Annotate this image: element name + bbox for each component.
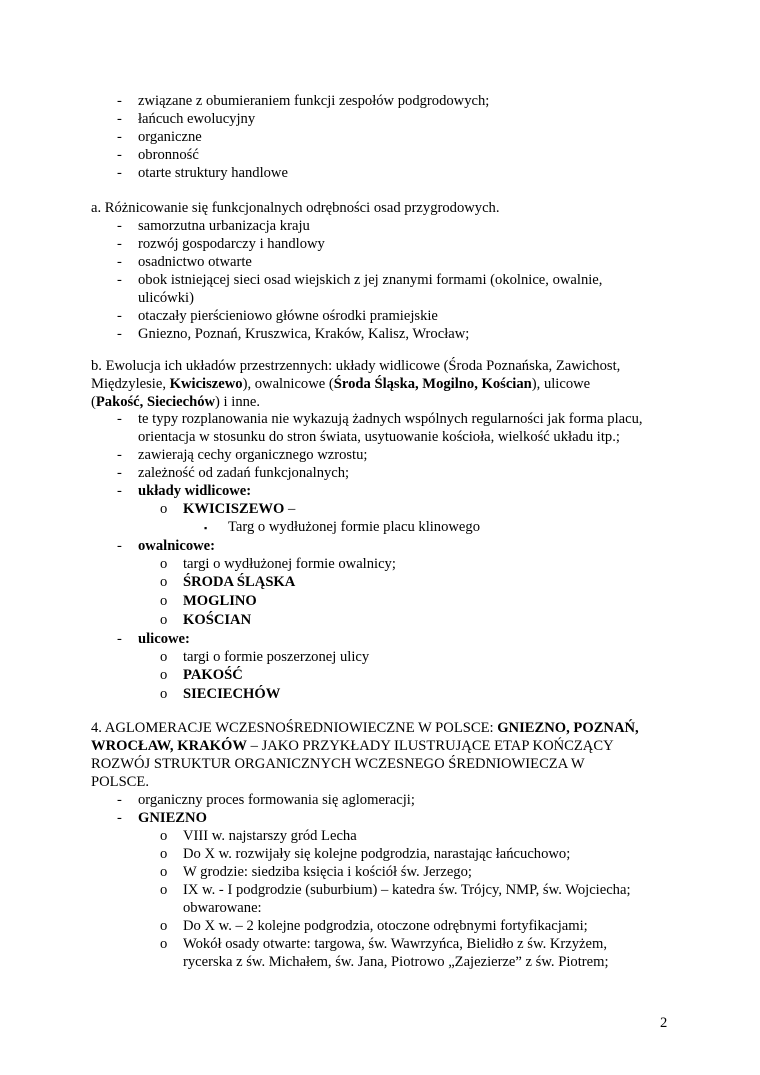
list-item-owalnicowe: owalnicowe: — [138, 538, 216, 554]
list-item: osadnictwo otwarte — [138, 254, 252, 270]
list-circle: o — [160, 556, 168, 572]
section-b-paragraph-line: Międzylesie, Kwiciszewo), owalnicowe (Środa Śląska, Mogilno, Kościan), ulicowe — [91, 376, 591, 392]
section-b-paragraph-line: (Pakość, Sieciechów) i inne. — [91, 394, 261, 410]
list-item: Do X w. – 2 kolejne podgrodzia, otoczone odrębnymi fortyfikacjami; — [183, 918, 588, 934]
page-number: 2 — [660, 1015, 668, 1031]
list-dash: - — [117, 165, 122, 181]
list-circle: o — [160, 846, 168, 862]
list-square: ▪ — [204, 523, 208, 533]
list-dash: - — [117, 147, 122, 163]
list-circle: o — [160, 828, 168, 844]
list-dash: - — [117, 218, 122, 234]
list-dash: - — [117, 93, 122, 109]
list-item-continuation: obwarowane: — [183, 900, 262, 916]
list-dash: - — [117, 254, 122, 270]
list-item: związane z obumieraniem funkcji zespołów podgrodowych; — [138, 93, 490, 109]
list-item-gniezno: GNIEZNO — [138, 810, 207, 826]
list-circle: o — [160, 612, 168, 628]
list-item: Targ o wydłużonej formie placu klinowego — [228, 519, 481, 535]
list-item-continuation: ulicówki) — [138, 290, 194, 306]
list-item: Gniezno, Poznań, Kruszwica, Kraków, Kalisz, Wrocław; — [138, 326, 470, 342]
list-item-ulicowe: ulicowe: — [138, 631, 190, 647]
list-circle: o — [160, 593, 168, 609]
list-item: VIII w. najstarszy gród Lecha — [183, 828, 357, 844]
section-4-heading-line: POLSCE. — [91, 774, 149, 790]
section-4-heading-line: WROCŁAW, KRAKÓW – JAKO PRZYKŁADY ILUSTRUJĄCE ETAP KOŃCZĄCY — [91, 738, 614, 754]
list-item: obronność — [138, 147, 199, 163]
section-a-heading: a. Różnicowanie się funkcjonalnych odrębności osad przygrodowych. — [91, 200, 500, 216]
list-circle: o — [160, 864, 168, 880]
list-item: IX w. - I podgrodzie (suburbium) – katedra św. Trójcy, NMP, św. Wojciecha; — [183, 882, 631, 898]
list-dash: - — [117, 236, 122, 252]
list-item: MOGLINO — [183, 593, 257, 609]
list-item: obok istniejącej sieci osad wiejskich z jej znanymi formami (okolnice, owalnie, — [138, 272, 603, 288]
list-item: KWICISZEWO – — [183, 501, 296, 517]
list-item: otarte struktury handlowe — [138, 165, 288, 181]
list-circle: o — [160, 686, 168, 702]
list-dash: - — [117, 465, 122, 481]
list-dash: - — [117, 308, 122, 324]
list-dash: - — [117, 631, 122, 647]
list-dash: - — [117, 326, 122, 342]
list-dash: - — [117, 792, 122, 808]
list-item: otaczały pierścieniowo główne ośrodki pramiejskie — [138, 308, 438, 324]
list-dash: - — [117, 272, 122, 288]
list-circle: o — [160, 501, 168, 517]
list-item: targi o formie poszerzonej ulicy — [183, 649, 370, 665]
list-circle: o — [160, 936, 168, 952]
list-item: te typy rozplanowania nie wykazują żadnych wspólnych regularności jak forma placu, — [138, 411, 643, 427]
list-item: W grodzie: siedziba księcia i kościół św. Jerzego; — [183, 864, 472, 880]
list-dash: - — [117, 411, 122, 427]
list-item-continuation: orientacja w stosunku do stron świata, usytuowanie kościoła, wielkość układu itp.; — [138, 429, 620, 445]
list-dash: - — [117, 483, 122, 499]
section-4-heading-line: 4. AGLOMERACJE WCZESNOŚREDNIOWIECZNE W POLSCE: GNIEZNO, POZNAŃ, — [91, 720, 639, 736]
list-item: organiczny proces formowania się aglomeracji; — [138, 792, 415, 808]
list-dash: - — [117, 447, 122, 463]
list-dash: - — [117, 129, 122, 145]
list-item: targi o wydłużonej formie owalnicy; — [183, 556, 396, 572]
list-circle: o — [160, 882, 168, 898]
list-item-continuation: rycerska z św. Michałem, św. Jana, Piotrowo „Zajezierze” z św. Piotrem; — [183, 954, 609, 970]
list-circle: o — [160, 918, 168, 934]
list-item: organiczne — [138, 129, 202, 145]
list-dash: - — [117, 810, 122, 826]
list-circle: o — [160, 667, 168, 683]
list-item: ŚRODA ŚLĄSKA — [183, 574, 296, 590]
list-item: PAKOŚĆ — [183, 667, 243, 683]
section-b-paragraph-line: b. Ewolucja ich układów przestrzennych: układy widlicowe (Środa Poznańska, Zawichost, — [91, 358, 621, 374]
list-item: SIECIECHÓW — [183, 686, 281, 702]
list-item: Wokół osady otwarte: targowa, św. Wawrzyńca, Bielidło z św. Krzyżem, — [183, 936, 607, 952]
list-item-widlicowe: układy widlicowe: — [138, 483, 252, 499]
list-item: zależność od zadań funkcjonalnych; — [138, 465, 350, 481]
list-item: samorzutna urbanizacja kraju — [138, 218, 310, 234]
list-dash: - — [117, 538, 122, 554]
list-circle: o — [160, 649, 168, 665]
list-dash: - — [117, 111, 122, 127]
list-circle: o — [160, 574, 168, 590]
list-item: rozwój gospodarczy i handlowy — [138, 236, 325, 252]
list-item: łańcuch ewolucyjny — [138, 111, 256, 127]
list-item: Do X w. rozwijały się kolejne podgrodzia, narastając łańcuchowo; — [183, 846, 571, 862]
list-item: KOŚCIAN — [183, 612, 252, 628]
section-4-heading-line: ROZWÓJ STRUKTUR ORGANICZNYCH WCZESNEGO ŚREDNIOWIECZA W — [91, 756, 585, 772]
list-item: zawierają cechy organicznego wzrostu; — [138, 447, 368, 463]
